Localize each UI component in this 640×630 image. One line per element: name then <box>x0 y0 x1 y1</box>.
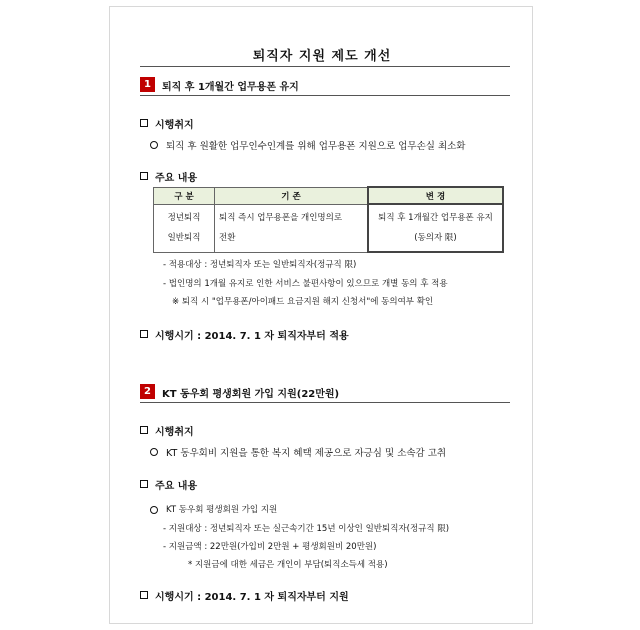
checkbox-icon <box>140 330 148 338</box>
title-divider <box>140 66 510 67</box>
document-page <box>109 6 533 624</box>
table-cell-after <box>368 204 503 252</box>
section-2-bullet-target: - 지원대상 : 정년퇴직자 또는 실근속기간 15년 이상인 일반퇴직자(정규직 限) <box>163 524 450 534</box>
section-1-bullet-target: - 적용대상 : 정년퇴직자 또는 일반퇴직자(정규직 限) <box>163 260 357 270</box>
section-2-purpose-text: KT 동우회비 지원을 통한 복지 혜택 제공으로 자긍심 및 소속감 고취 <box>166 448 447 459</box>
document-title: 퇴직자 지원 제도 개선 <box>252 49 392 64</box>
section-1-number: 1 <box>140 77 155 92</box>
comparison-table <box>153 186 504 253</box>
after-line-2: (동의자 限) <box>414 233 457 243</box>
section-2-date: 시행시기 : 2014. 7. 1 자 퇴직자부터 지원 <box>155 592 349 603</box>
checkbox-icon <box>140 119 148 127</box>
before-line-1: 퇴직 즉시 업무용폰을 개인명의로 <box>219 213 343 223</box>
circle-bullet-icon <box>150 506 158 514</box>
section-1-purpose-heading: 시행취지 <box>155 120 194 131</box>
section-2-note: * 지원금에 대한 세금은 개인이 부담(퇴직소득세 적용) <box>188 560 388 570</box>
table-row-labels <box>154 204 215 252</box>
section-2-bullet-amount: - 지원금액 : 22만원(가입비 2만원 + 평생회원비 20만원) <box>163 542 377 552</box>
section-1-purpose-text: 퇴직 후 원활한 업무인수인계를 위해 업무용폰 지원으로 업무손실 최소화 <box>166 141 466 152</box>
circle-bullet-icon <box>150 448 158 456</box>
section-2-main-heading: 주요 내용 <box>155 481 198 492</box>
section-1-divider <box>140 95 510 96</box>
table-header-before: 기 존 <box>215 187 369 204</box>
row-label-general: 일반퇴직 <box>167 233 201 243</box>
section-1-date: 시행시기 : 2014. 7. 1 자 퇴직자부터 적용 <box>155 331 349 342</box>
checkbox-icon <box>140 172 148 180</box>
section-1-bullet-consent: - 법인명의 1개월 유지로 인한 서비스 불편사항이 있으므로 개별 동의 후 적용 <box>163 279 448 289</box>
table-cell-before <box>215 204 369 252</box>
section-2-title: KT 동우회 평생회원 가입 지원(22만원) <box>162 389 340 400</box>
checkbox-icon <box>140 480 148 488</box>
circle-bullet-icon <box>150 141 158 149</box>
section-2-purpose-heading: 시행취지 <box>155 427 194 438</box>
section-1-main-heading: 주요 내용 <box>155 173 198 184</box>
checkbox-icon <box>140 426 148 434</box>
section-1-note: ※ 퇴직 시 "업무용폰/아이패드 요금지원 해지 신청서"에 동의여부 확인 <box>172 297 434 307</box>
section-2-item: KT 동우회 평생회원 가입 지원 <box>166 505 278 515</box>
table-header-after: 변 경 <box>368 187 503 204</box>
after-line-1: 퇴직 후 1개월간 업무용폰 유지 <box>378 213 493 223</box>
section-1-title: 퇴직 후 1개월간 업무용폰 유지 <box>162 82 299 93</box>
before-line-2: 전환 <box>219 233 236 243</box>
section-2-divider <box>140 402 510 403</box>
section-2-number: 2 <box>140 384 155 399</box>
row-label-retirement: 정년퇴직 <box>167 213 201 223</box>
checkbox-icon <box>140 591 148 599</box>
table-header-category: 구 분 <box>154 187 215 204</box>
